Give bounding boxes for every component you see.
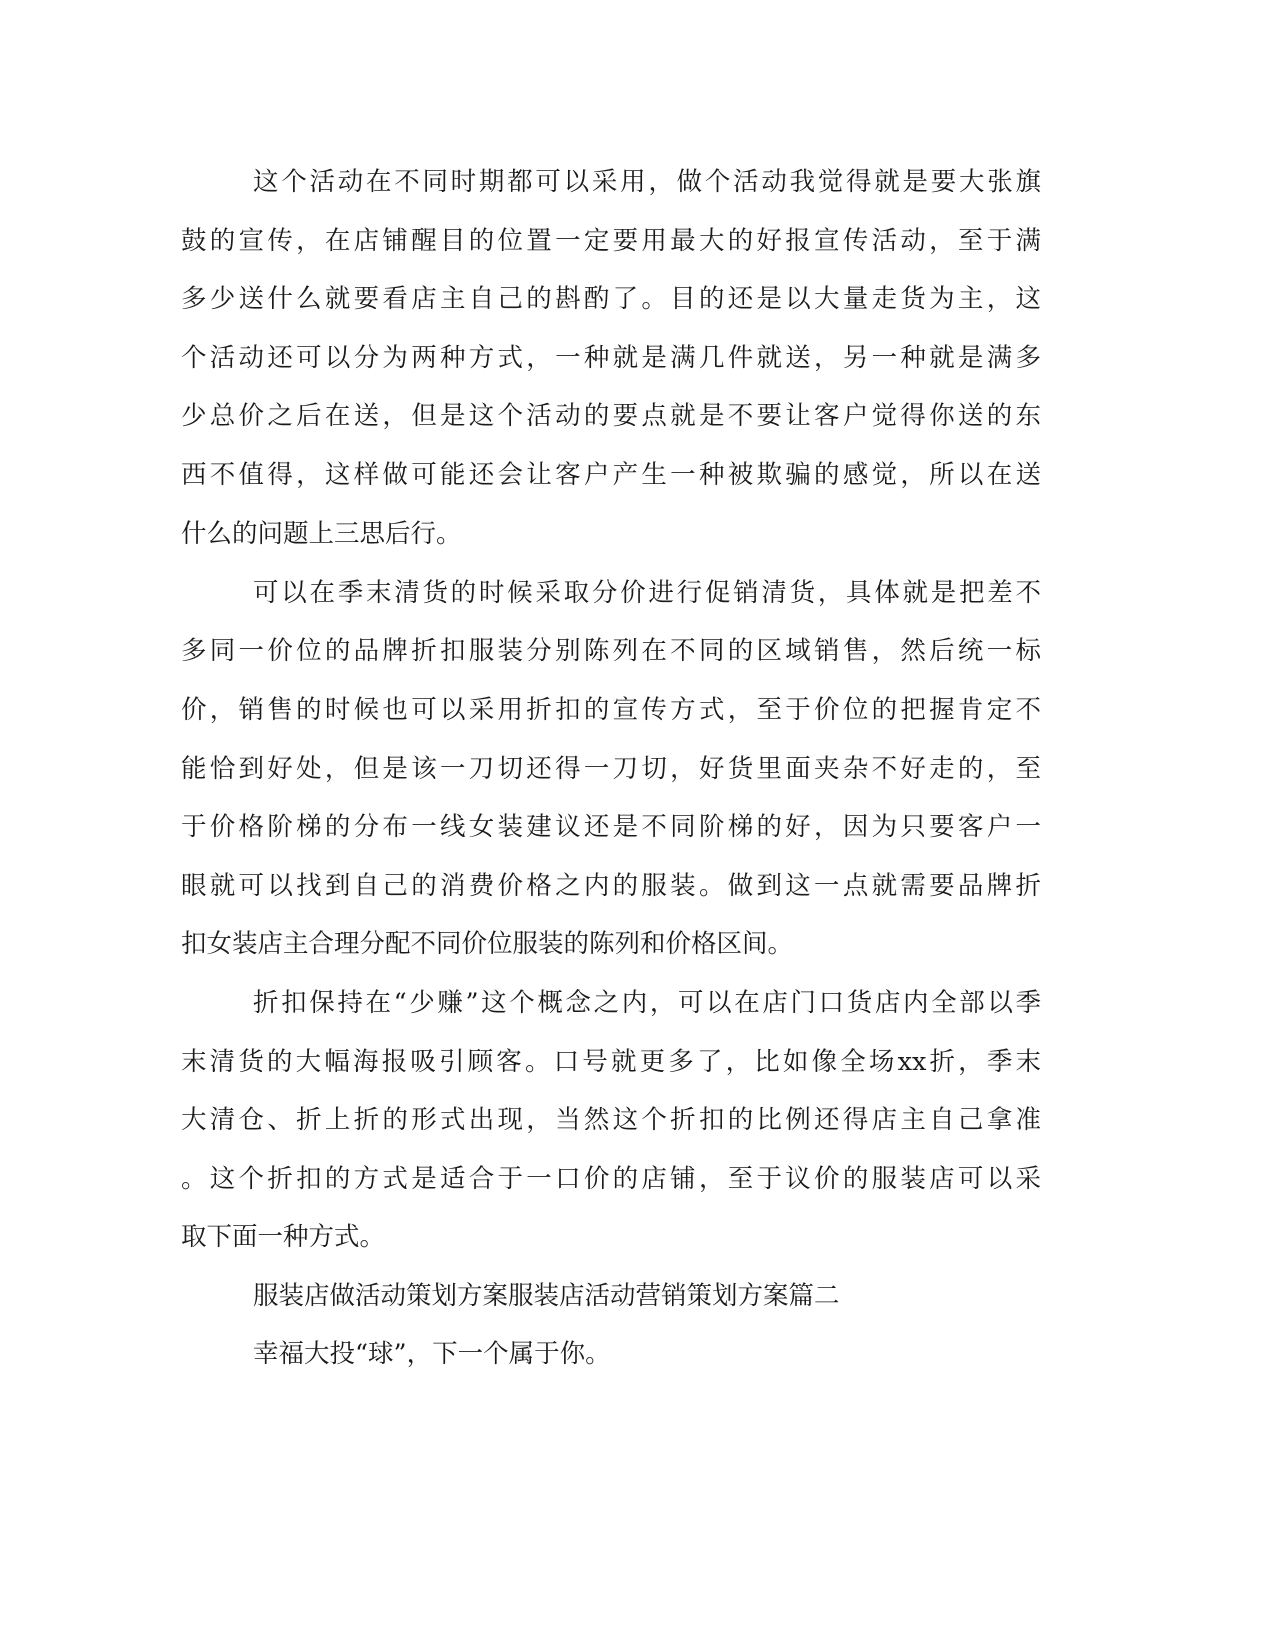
paragraph-1-line-5: 少总价之后在送，但是这个活动的要点就是不要让客户觉得你送的东 [181, 401, 1041, 431]
section-subtitle: 幸福大投“球”，下一个属于你。 [253, 1339, 611, 1369]
paragraph-3-line-3: 大清仓、折上折的形式出现，当然这个折扣的比例还得店主自己拿准 [181, 1105, 1041, 1135]
paragraph-3-line-5: 取下面一种方式。 [181, 1222, 386, 1252]
paragraph-2-line-1: 可以在季末清货的时候采取分价进行促销清货，具体就是把差不 [253, 578, 1041, 608]
paragraph-2-line-2: 多同一价位的品牌折扣服装分别陈列在不同的区域销售，然后统一标 [181, 636, 1041, 666]
paragraph-1-line-1: 这个活动在不同时期都可以采用，做个活动我觉得就是要大张旗 [253, 167, 1041, 197]
paragraph-1-line-3: 多少送什么就要看店主自己的斟酌了。目的还是以大量走货为主，这 [181, 284, 1041, 314]
paragraph-3-line-1: 折扣保持在“少赚”这个概念之内，可以在店门口货店内全部以季 [253, 988, 1041, 1018]
section-heading: 服装店做活动策划方案服装店活动营销策划方案篇二 [253, 1281, 840, 1311]
paragraph-2-line-4: 能恰到好处，但是该一刀切还得一刀切，好货里面夹杂不好走的，至 [181, 754, 1041, 784]
paragraph-1-line-7: 什么的问题上三思后行。 [181, 519, 462, 549]
paragraph-1-line-6: 西不值得，这样做可能还会让客户产生一种被欺骗的感觉，所以在送 [181, 460, 1041, 490]
paragraph-2-line-5: 于价格阶梯的分布一线女装建议还是不同阶梯的好，因为只要客户一 [181, 812, 1041, 842]
paragraph-1-line-2: 鼓的宣传，在店铺醒目的位置一定要用最大的好报宣传活动，至于满 [181, 226, 1041, 256]
paragraph-2-line-3: 价，销售的时候也可以采用折扣的宣传方式，至于价位的把握肯定不 [181, 695, 1041, 725]
paragraph-2-line-6: 眼就可以找到自己的消费价格之内的服装。做到这一点就需要品牌折 [181, 871, 1041, 901]
paragraph-3-line-4: 。这个折扣的方式是适合于一口价的店铺，至于议价的服装店可以采 [181, 1164, 1041, 1194]
paragraph-2-line-7: 扣女装店主合理分配不同价位服装的陈列和价格区间。 [181, 929, 794, 959]
paragraph-3-line-2: 末清货的大幅海报吸引顾客。口号就更多了，比如像全场xx折，季末 [181, 1047, 1041, 1077]
paragraph-1-line-4: 个活动还可以分为两种方式，一种就是满几件就送，另一种就是满多 [181, 343, 1041, 373]
